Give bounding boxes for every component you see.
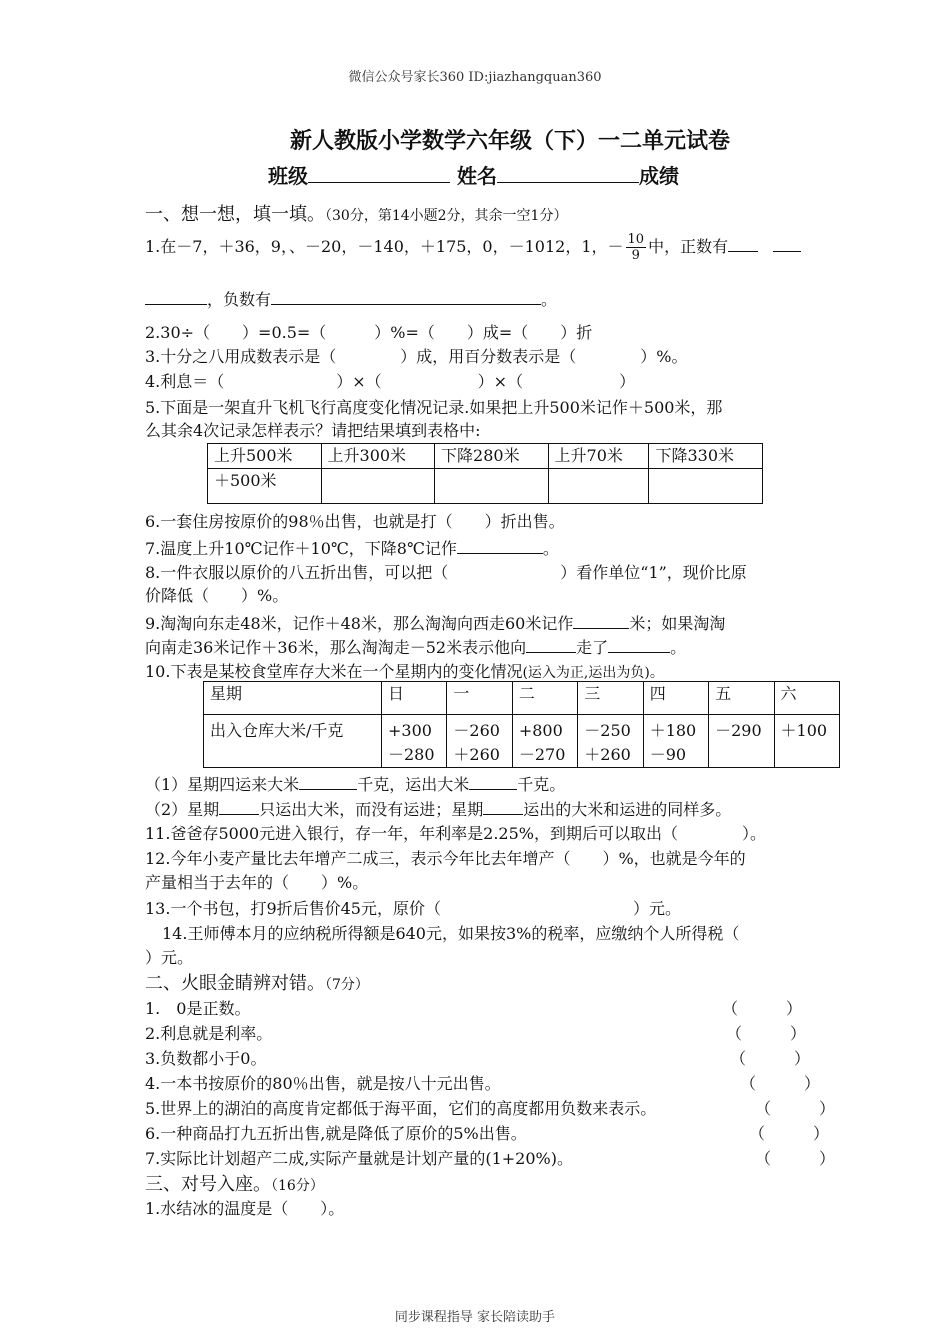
- table-cell: 三: [578, 682, 643, 715]
- table-cell: [382, 715, 447, 768]
- q1-negative-label: ，负数有: [207, 290, 272, 309]
- question-4: 4.利息＝（ ）×（ ）×（ ）: [145, 372, 636, 391]
- section2-heading: [145, 969, 369, 995]
- section1-heading: [145, 200, 567, 226]
- q1-positive-blank-3[interactable]: [145, 286, 207, 305]
- question-1: [145, 232, 801, 263]
- tf-answer-6[interactable]: （ ）: [749, 1124, 830, 1143]
- q7-end: 。: [542, 539, 559, 558]
- section1-note: （30分，第14小题2分，其余一空1分）: [325, 208, 568, 224]
- tf-answer-2[interactable]: （ ）: [726, 1024, 807, 1043]
- name-blank[interactable]: [497, 164, 639, 183]
- q10-1-blank-2[interactable]: [469, 771, 517, 790]
- score-label: 成绩: [638, 164, 679, 188]
- value-bottom: －90: [649, 745, 687, 764]
- question-9-line1: [145, 610, 725, 634]
- answer-cell[interactable]: [435, 469, 549, 504]
- fraction-numerator: 10: [627, 232, 645, 247]
- q7-text: 7.温度上升10℃记作＋10℃，下降8℃记作: [145, 539, 457, 558]
- tf-answer-1[interactable]: （ ）: [722, 999, 803, 1018]
- section3-title: 三、对号入座。: [145, 1174, 271, 1195]
- q1-text: 1.在－7，＋36，9，、－20，－140，＋175，0，－1012，1，－: [145, 237, 624, 256]
- table-cell: [578, 715, 643, 768]
- table-cell: 下降280米: [435, 444, 549, 469]
- table-cell: 星期: [204, 682, 382, 715]
- table-row: [208, 469, 763, 504]
- q7-blank[interactable]: [457, 535, 543, 554]
- q10-1-blank-1[interactable]: [299, 771, 357, 790]
- q9-text-c: 向南走36米记作＋36米，那么淘淘走－52米表示他向: [145, 638, 527, 657]
- question-13: 13.一个书包，打9折后售价45元，原价（ ）元。: [145, 899, 681, 918]
- rice-table: [203, 681, 840, 768]
- question-11: 11.爸爸存5000元进入银行，存一年，年利率是2.25%，到期后可以取出（ ）。: [145, 824, 766, 843]
- answer-cell[interactable]: [649, 469, 763, 504]
- q10-2-text-b: 只运出大米，而没有运进；星期: [259, 800, 484, 819]
- section1-title: 一、想一想，填一填。: [145, 204, 325, 225]
- tf-item-5: 5.世界上的湖泊的高度肯定都低于海平面，它们的高度都用负数来表示。: [145, 1099, 657, 1118]
- question-10-1: [145, 771, 565, 795]
- table-cell: [512, 715, 577, 768]
- page-footer: 同步课程指导 家长陪读助手: [394, 1310, 556, 1325]
- question-3: 3.十分之八用成数表示是（ ）成，用百分数表示是（ ）%。: [145, 347, 688, 366]
- value-bottom: ＋260: [584, 745, 631, 764]
- table-header-row: [204, 682, 840, 715]
- table-cell: ＋500米: [208, 469, 322, 504]
- question-5-line2: 么其余4次记录怎样表示？请把结果填到表格中:: [145, 421, 481, 440]
- tf-answer-3[interactable]: （ ）: [730, 1049, 811, 1068]
- q9-blank-3[interactable]: [608, 634, 670, 653]
- page-title: 新人教版小学数学六年级（下）一二单元试卷: [289, 128, 730, 154]
- value-top: +300: [388, 721, 432, 740]
- q10-2-blank-2[interactable]: [483, 796, 523, 815]
- name-label: 姓名: [456, 164, 497, 188]
- table-cell: 出入仓库大米/千克: [204, 715, 382, 768]
- value-bottom: －280: [388, 745, 435, 764]
- table-cell: 五: [709, 682, 774, 715]
- table-cell: 四: [643, 682, 708, 715]
- q10-2-end: 运出的大米和运进的同样多。: [523, 800, 732, 819]
- value-bottom: －270: [518, 745, 566, 764]
- q9-blank-1[interactable]: [573, 610, 629, 629]
- altitude-table: [207, 443, 763, 504]
- section2-title: 二、火眼金睛辨对错。: [145, 973, 325, 994]
- table-cell: [447, 715, 512, 768]
- tf-answer-5[interactable]: （ ）: [755, 1099, 836, 1118]
- page-header: 微信公众号家长360 ID:jiazhangquan360: [348, 70, 602, 85]
- table-cell: 下降330米: [649, 444, 763, 469]
- question-10-2: [145, 796, 731, 820]
- question-12-line2: 产量相当于去年的（ ）%。: [145, 873, 369, 892]
- section2-note: （7分）: [325, 977, 369, 993]
- value-top: －260: [453, 721, 500, 740]
- section3-heading: [145, 1170, 324, 1196]
- table-cell: [643, 715, 708, 768]
- table-cell: 上升70米: [548, 444, 649, 469]
- question-2: 2.30÷（ ）=0.5=（ ）%=（ ）成=（ ）折: [145, 323, 593, 342]
- table-cell: [709, 715, 774, 768]
- question-8-line1: 8.一件衣服以原价的八五折出售，可以把（ ）看作单位“1”，现价比原: [145, 563, 747, 582]
- tf-item-3: 3.负数都小于0。: [145, 1049, 267, 1068]
- class-label: 班级: [268, 164, 308, 188]
- question-5-line1: 5.下面是一架直升飞机飞行高度变化情况记录.如果把上升500米记作＋500米，那: [145, 398, 723, 417]
- tf-item-6: 6.一种商品打九五折出售,就是降低了原价的5%出售。: [145, 1124, 527, 1143]
- table-cell: 二: [512, 682, 577, 715]
- q10-text: 10.下表是某校食堂库存大米在一个星期内的变化情况: [145, 662, 523, 681]
- q9-text: 9.淘淘向东走48米，记作＋48米，那么淘淘向西走60米记作: [145, 614, 574, 633]
- question-6: 6.一套住房按原价的98％出售，也就是打（ ）折出售。: [145, 512, 565, 531]
- q1-end: 。: [541, 290, 558, 309]
- q1-fraction: [626, 232, 647, 263]
- q10-note: (运入为正,运出为负)。: [522, 665, 664, 681]
- question-7: [145, 535, 559, 559]
- question-9-line2: [145, 634, 686, 658]
- question-1-line2: [145, 286, 557, 310]
- q9-text-d: 走了: [576, 638, 609, 657]
- question-14-line2: ）元。: [145, 948, 194, 967]
- q10-1-text-b: 千克，运出大米: [357, 775, 470, 794]
- q1-text-b: 中，正数有: [648, 237, 729, 256]
- q1-positive-blank-2[interactable]: [773, 233, 801, 252]
- q9-end: 。: [670, 638, 687, 657]
- tf-item-4: 4.一本书按原价的80％出售，就是按八十元出售。: [145, 1074, 501, 1093]
- table-row: [204, 715, 840, 768]
- question-10: [145, 659, 664, 682]
- section3-note: （16分）: [271, 1178, 324, 1194]
- section3-question-1: 1.水结冰的温度是（ ）。: [145, 1199, 345, 1218]
- value-top: ＋100: [780, 721, 828, 740]
- fraction-denominator: 9: [631, 248, 640, 263]
- tf-item-7: 7.实际比计划超产二成,实际产量就是计划产量的(1+20%)。: [145, 1149, 573, 1168]
- question-8-line2: 价降低（ ）%。: [145, 586, 289, 605]
- tf-answer-7[interactable]: （ ）: [755, 1149, 836, 1168]
- answer-cell[interactable]: [321, 469, 435, 504]
- value-bottom: ＋260: [453, 745, 500, 764]
- value-top: －250: [584, 721, 631, 740]
- value-top: ＋180: [649, 721, 697, 740]
- tf-item-2: 2.利息就是利率。: [145, 1024, 273, 1043]
- value-top: －290: [715, 721, 762, 740]
- q10-2-blank-1[interactable]: [219, 796, 259, 815]
- q1-negative-blank[interactable]: [271, 286, 541, 305]
- tf-item-1: 1. 0是正数。: [145, 999, 251, 1018]
- table-cell: 日: [382, 682, 447, 715]
- q9-text-b: 米；如果淘淘: [629, 614, 726, 633]
- tf-answer-4[interactable]: （ ）: [740, 1074, 821, 1093]
- question-14-line1: 14.王师傅本月的应纳税所得额是640元，如果按3%的税率，应缴纳个人所得税（: [162, 924, 740, 943]
- table-cell: 一: [447, 682, 512, 715]
- q10-1-end: 千克。: [517, 775, 566, 794]
- class-blank[interactable]: [308, 164, 450, 183]
- table-header-row: [208, 444, 763, 469]
- student-info-line: [268, 160, 679, 189]
- q1-positive-blank[interactable]: [728, 233, 758, 252]
- q9-blank-2[interactable]: [526, 634, 576, 653]
- table-cell: [774, 715, 839, 768]
- question-12-line1: 12.今年小麦产量比去年增产二成三，表示今年比去年增产（ ）%，也就是今年的: [145, 849, 746, 868]
- answer-cell[interactable]: [548, 469, 649, 504]
- q10-1-text: （1）星期四运来大米: [145, 775, 300, 794]
- q10-2-text: （2）星期: [145, 800, 220, 819]
- table-cell: 上升300米: [321, 444, 435, 469]
- table-cell: 六: [774, 682, 839, 715]
- table-cell: 上升500米: [208, 444, 322, 469]
- value-top: +800: [518, 721, 563, 740]
